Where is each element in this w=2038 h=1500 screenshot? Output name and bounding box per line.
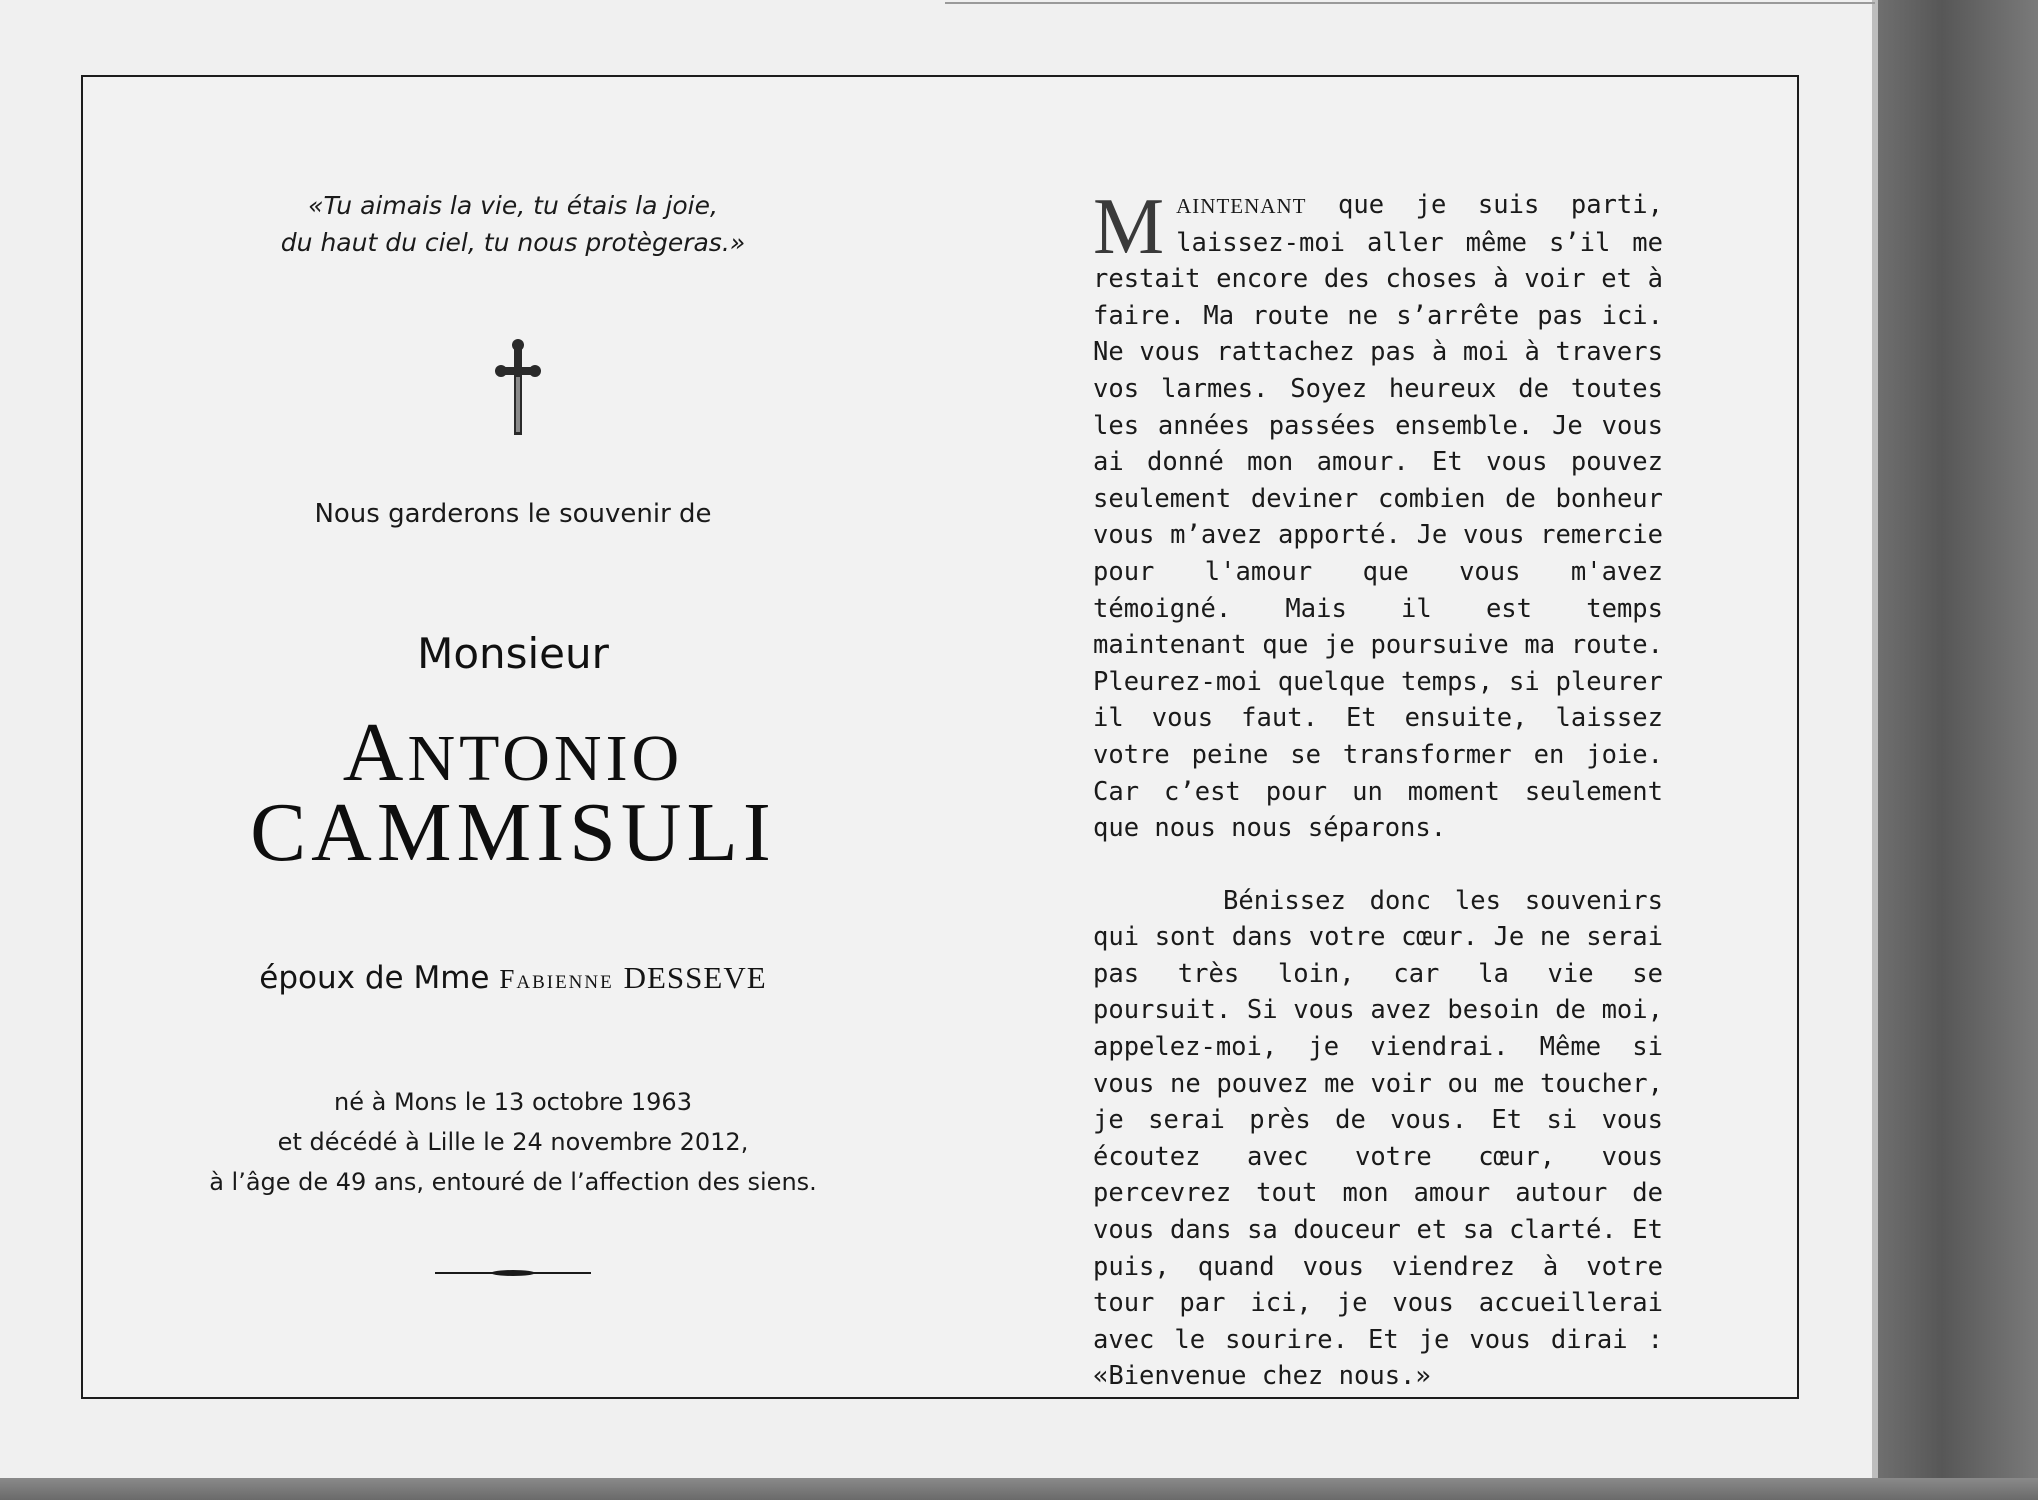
scan-background-right: [1878, 0, 2038, 1500]
poem-paragraph-2: [1093, 883, 1663, 1395]
cross-icon: [493, 337, 543, 437]
spouse-last-name: DESSEVE: [623, 960, 767, 995]
intro-text: Nous garderons le souvenir de: [314, 499, 712, 529]
first-name-initial: A: [342, 706, 408, 799]
death-line: et décédé à Lille le 24 novembre 2012,: [277, 1128, 749, 1156]
quote-line-2: du haut du ciel, tu nous protègeras.»: [280, 228, 746, 257]
left-panel: [83, 77, 943, 1397]
poem-panel: [1093, 183, 1663, 1395]
age-line: à l’âge de 49 ans, entouré de l’affection des siens.: [209, 1168, 817, 1196]
divider-ornament: [435, 1267, 591, 1279]
page-top-edge: [945, 2, 1875, 4]
paragraph-2-text: Bénissez donc les souvenirs qui sont dans votre cœur. Je ne serai pas très loin, car la vie se poursuit. Si vous avez besoin de moi, appelez-moi, je viendrai. Même si vous ne pouvez me voir ou me toucher, je serai près de vous. Et si vous écoutez avec votre cœur, vous percevrez tout mon amour autour de vous dans sa douceur et sa clarté. Et puis, quand vous viendrez à votre tour par ici, je vous accueillerai avec le sourire. Et je vous dirai : «Bienvenue chez nous.»: [1093, 885, 1663, 1392]
paragraph-1-text: que je suis parti, laissez-moi aller même s’il me restait encore des choses à voir et à faire. Ma route ne s’arrête pas ici. Ne vous rattachez pas à moi à travers vos larmes. Soyez heureux de toutes les années passées ensemble. Je vous ai donné mon amour. Et vous pouvez seulement deviner combien de bonheur vous m’avez apporté. Je vous remercie pour l'amour que vous m'avez témoigné. Mais il est temps maintenant que je poursuive ma route. Pleurez-moi quelque temps, si pleurer il vous faut. Et ensuite, laissez votre peine se transformer en joie. Car c’est pour un moment seulement que nous nous séparons.: [1093, 190, 1663, 844]
quote-line-1: «Tu aimais la vie, tu étais la joie,: [308, 191, 718, 220]
honorific-title: Monsieur: [417, 629, 609, 678]
spouse-prefix: époux de Mme: [259, 960, 500, 996]
spouse-first-name: Fabienne: [499, 964, 614, 994]
birth-line: né à Mons le 13 octobre 1963: [334, 1088, 692, 1116]
epigraph-quote: [83, 187, 943, 261]
poem-paragraph-1: [1093, 183, 1663, 847]
scan-background-bottom: [0, 1478, 2038, 1500]
deceased-last-name: CAMMISULI: [250, 786, 776, 879]
first-name-rest: NTONIO: [407, 722, 684, 795]
drop-cap: M: [1093, 183, 1165, 271]
memorial-card: [81, 75, 1799, 1399]
life-dates: [83, 1082, 943, 1202]
spouse-line: [83, 960, 943, 996]
first-word-small-caps: AINTENANT: [1176, 194, 1307, 218]
